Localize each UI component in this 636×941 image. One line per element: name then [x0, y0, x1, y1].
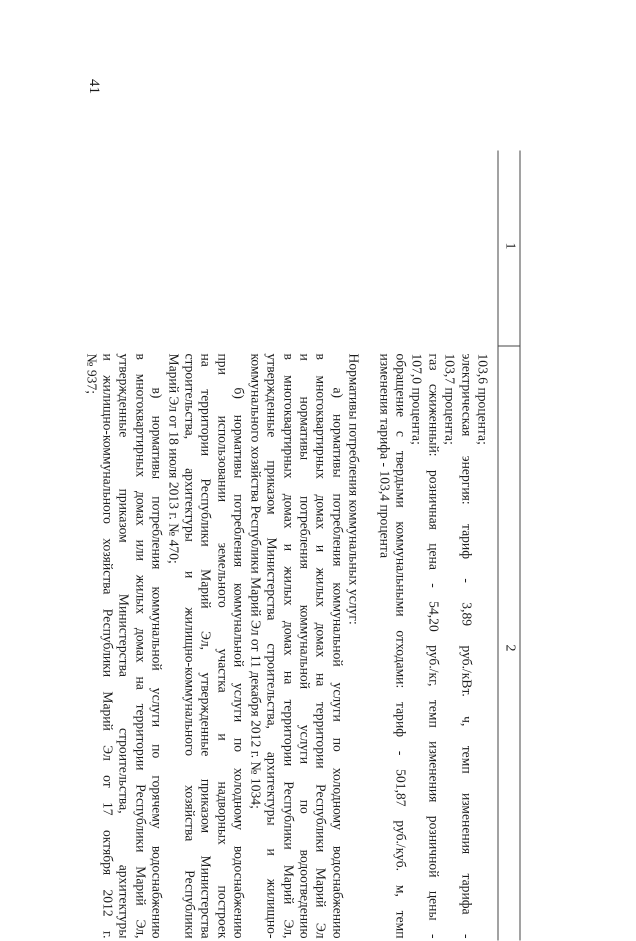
- table-frame: [84, 151, 521, 941]
- text-line: изменения тарифа - 103,4 процента: [377, 353, 393, 559]
- table-header-border: [498, 151, 499, 941]
- text-line: Нормативы потребления коммунальных услуг:: [346, 353, 362, 625]
- text-line: в многоквартирных домах или жилых домах на территории Республики Марий Эл,: [133, 353, 149, 939]
- text-line: при использовании земельного участка и надворных построек: [215, 353, 231, 939]
- prices-block: [376, 354, 491, 939]
- text-line: электрическая энергия: тариф - 3,89 руб./кВт. ч, темп изменения тарифа -: [459, 353, 475, 939]
- text-line: б) нормативы потребления коммунальной услуги по холодному водоснабжению: [231, 387, 247, 939]
- text-line: № 937;: [84, 353, 100, 395]
- text-line: утвержденные приказом Министерства строительства, архитектуры: [116, 353, 132, 939]
- text-line: в многоквартирных домах и жилых домах на территории Республики Марий Эл: [313, 353, 329, 939]
- text-line: утвержденные приказом Министерства строительства, архитектуры и жилищно-: [264, 353, 280, 939]
- text-line: 107,0 процента;: [409, 353, 425, 445]
- text-line: и жилищно-коммунального хозяйства Республики Марий Эл от 17 октября 2012 г.: [100, 353, 116, 939]
- text-line: 103,6 процента;: [475, 353, 491, 445]
- text-line: газ сжиженный: розничная цена - 54,20 руб./кг, темп изменения розничной цены -: [426, 353, 442, 939]
- page-number: 41: [86, 79, 102, 94]
- text-line: коммунального хозяйства Республики Марий Эл от 11 декабря 2012 г. № 1034;: [248, 353, 264, 809]
- table-top-border: [520, 151, 521, 941]
- column-divider: [499, 346, 521, 347]
- text-line: 103,7 процента;: [442, 353, 458, 445]
- text-line: в) нормативы потребления коммунальной услуги по горячему водоснабжению: [149, 387, 165, 939]
- table-cell-content: [83, 354, 491, 939]
- text-line: а) нормативы потребления коммунальной услуги по холодному водоснабжению: [330, 387, 346, 939]
- text-line: Марий Эл от 18 июля 2013 г. № 470;: [166, 353, 182, 564]
- text-line: на территории Республики Марий Эл, утвержденные приказом Министерства: [199, 353, 214, 939]
- norms-block: [83, 354, 362, 939]
- paragraph-gap: [362, 354, 376, 939]
- text-line: строительства, архитектуры и жилищно-коммунального хозяйства Республики: [182, 353, 198, 939]
- text-line: и нормативы потребления коммунальной услуги по водоотведению: [297, 353, 313, 939]
- column-number-2: 2: [502, 644, 518, 652]
- text-line: в многоквартирных домах и жилых домах на территории Республики Марий Эл,: [281, 353, 297, 939]
- column-number-1: 1: [502, 242, 518, 250]
- text-line: обращение с твердыми коммунальными отходами: тариф - 501,87 руб./куб. м, темп: [393, 353, 409, 939]
